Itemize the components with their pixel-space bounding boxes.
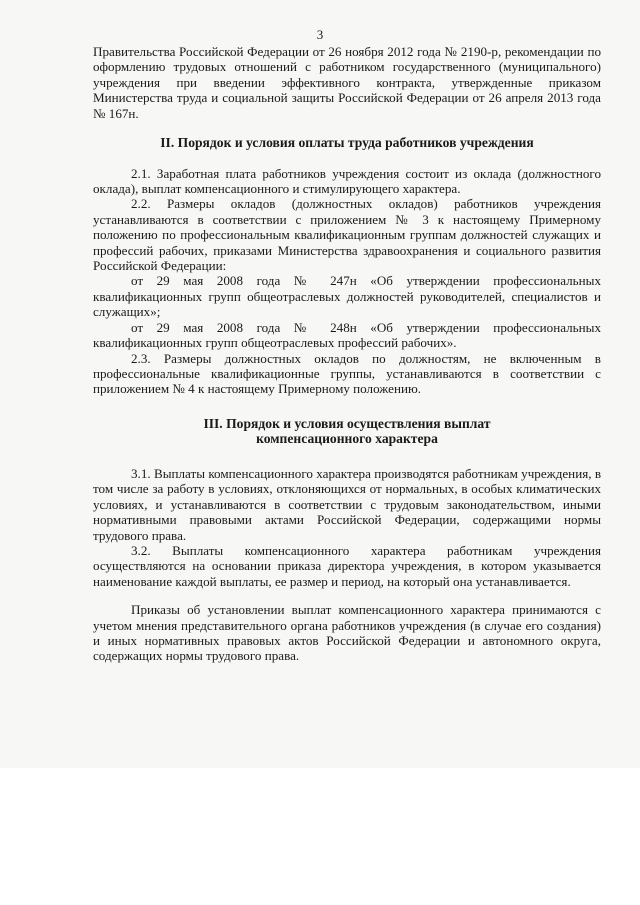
paragraph-2-2-order-248: от 29 мая 2008 года № 248н «Об утверждении профессиональных квалификационных групп общеотраслевых профессий рабочих». [93, 319, 601, 351]
paragraph-2-1: 2.1. Заработная плата работников учреждения состоит из оклада (должностного оклада), выплат компенсационного и стимулирующего характера. [93, 165, 601, 197]
intro-paragraph: Правительства Российской Федерации от 26 ноября 2012 года № 2190-р, рекомендации по оформлению трудовых отношений с работником государственного (муниципального) учреждения при введении эффективного контракта, утвержденные приказом Министерства труда и социальной защиты Российской Федерации от 26 апреля 2013 года № 167н. [93, 44, 601, 121]
section-3-heading-line-1: III. Порядок и условия осуществления выплат [203, 415, 491, 431]
section-3-heading [93, 416, 601, 447]
page-number: 3 [316, 27, 324, 42]
section-3-heading-line-2: компенсационного характера [256, 431, 438, 447]
blank-area [0, 768, 640, 905]
document-body [93, 44, 601, 664]
paragraph-3-2-orders: Приказы об установлении выплат компенсационного характера принимаются с учетом мнения представительного органа работников учреждения (в случае его создания) и иных нормативных правовых актов Российской Федерации и автономного округа, содержащих нормы трудового права. [93, 602, 601, 664]
paragraph-3-1: 3.1. Выплаты компенсационного характера производятся работникам учреждения, в том числе за работу в условиях, отклоняющихся от нормальных, в особых климатических условиях, и устанавливаются в соответствии с трудовым законодательством, иными нормативными правовыми актами Российской Федерации, содержащими нормы трудового права. [93, 465, 601, 543]
paragraph-2-2-order-247: от 29 мая 2008 года № 247н «Об утверждении профессиональных квалификационных групп общеотраслевых должностей руководителей, специалистов и служащих»; [93, 273, 601, 320]
paragraph-2-3: 2.3. Размеры должностных окладов по должностям, не включенным в профессиональные квалификационные группы, устанавливаются в соответствии с приложением № 4 к настоящему Примерному положению. [93, 350, 601, 397]
paragraph-2-2: 2.2. Размеры окладов (должностных окладов) работников учреждения устанавливаются в соответствии с приложением № 3 к настоящему Примерному положению по профессиональным квалификационным группам должностей служащих и профессий рабочих, приказами Министерства здравоохранения и социального развития Российской Федерации: [93, 196, 601, 274]
paragraph-3-2: 3.2. Выплаты компенсационного характера работникам учреждения осуществляются на основании приказа директора учреждения, в котором указывается наименование каждой выплаты, ее размер и период, на который она устанавливается. [93, 542, 601, 589]
section-2-heading: II. Порядок и условия оплаты труда работников учреждения [160, 135, 534, 151]
